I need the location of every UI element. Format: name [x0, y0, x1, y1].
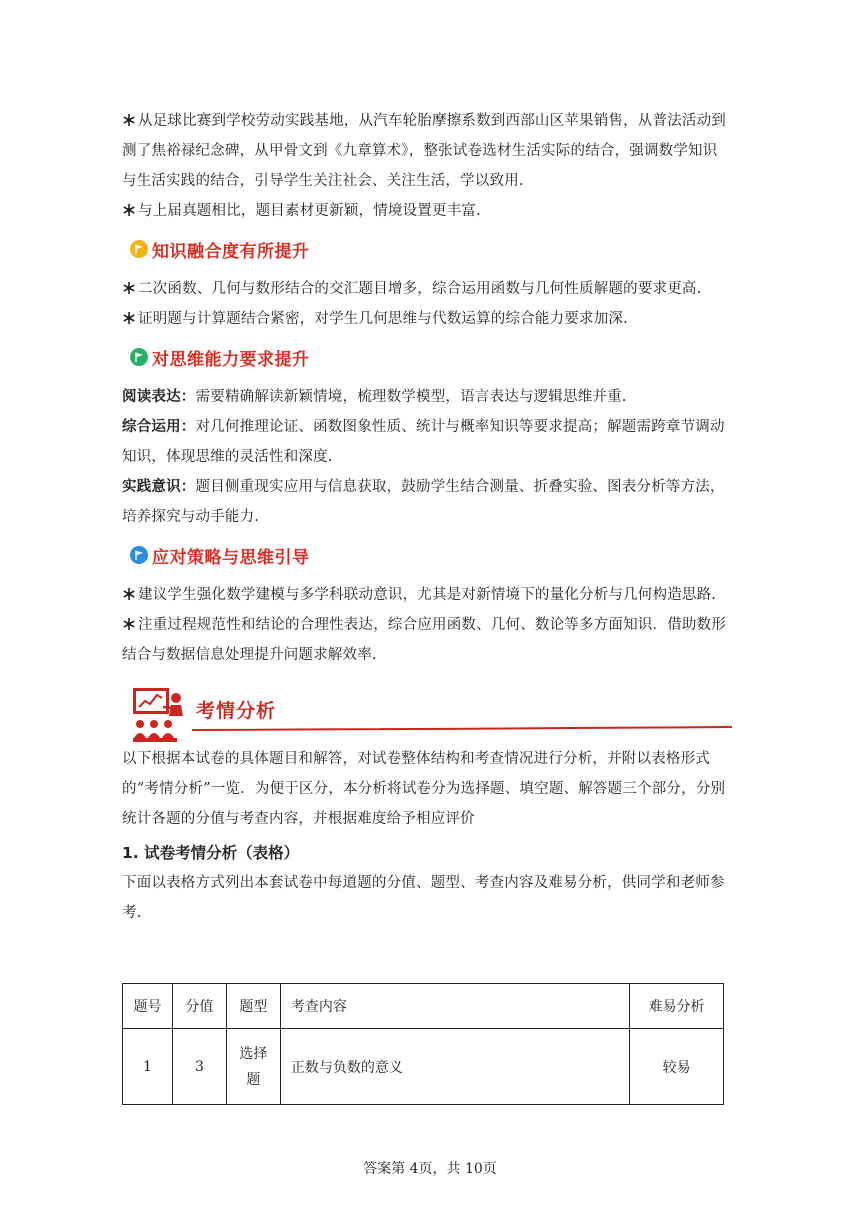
table-cell: 选择题 — [226, 1029, 280, 1105]
snowflake-bullet-icon — [122, 617, 136, 631]
snowflake-bullet-icon — [122, 311, 136, 325]
section-title: 考情分析 — [196, 700, 277, 722]
table-row — [123, 1029, 724, 1105]
header-cell: 分值 — [172, 984, 226, 1029]
flag-icon — [130, 546, 148, 564]
paragraph: 证明题与计算题结合紧密，对学生几何思维与代数运算的综合能力要求加深. — [122, 304, 732, 334]
paragraph: 注重过程规范性和结论的合理性表达，综合应用函数、几何、数论等多方面知识．借助数形结合与数据信息处理提升问题求解效率. — [122, 617, 726, 663]
paragraph: 阅读表达：需要精确解读新颖情境，梳理数学模型，语言表达与逻辑思维并重. — [122, 388, 627, 405]
heading-strategy: 应对策略与思维引导 — [130, 540, 732, 570]
header-cell: 题型 — [226, 984, 280, 1029]
snowflake-bullet-icon — [122, 203, 136, 217]
table-cell: 3 — [172, 1029, 226, 1105]
heading-thinking: 对思维能力要求提升 — [130, 342, 732, 372]
page-content — [122, 106, 732, 928]
header-cell: 难易分析 — [630, 984, 724, 1029]
table-header-row — [123, 984, 724, 1029]
flag-icon — [130, 348, 148, 366]
section-divider — [192, 726, 732, 731]
flag-icon — [130, 240, 148, 258]
paragraph: 二次函数、几何与数形结合的交汇题目增多，综合运用函数与几何性质解题的要求更高. — [122, 274, 732, 304]
presentation-icon — [130, 684, 190, 744]
heading-knowledge: 知识融合度有所提升 — [130, 234, 732, 264]
paragraph: 综合运用：对几何推理论证、函数图象性质、统计与概率知识等要求提高；解题需跨章节调动知识，体现思维的灵活性和深度. — [122, 418, 725, 465]
header-cell: 题号 — [123, 984, 173, 1029]
table-cell: 正数与负数的意义 — [280, 1029, 629, 1105]
header-cell: 考查内容 — [280, 984, 629, 1029]
paragraph: 从足球比赛到学校劳动实践基地，从汽车轮胎摩擦系数到西部山区苹果销售，从普法活动到测了焦裕禄纪念碑，从甲骨文到《九章算术》，整张试卷选材生活实际的结合，强调数学知识与生活实践的结合，引导学生关注社会、关注生活，学以致用. — [122, 113, 726, 189]
section-banner — [130, 684, 732, 748]
table-cell: 较易 — [630, 1029, 724, 1105]
paragraph: 与上届真题相比，题目素材更新颖，情境设置更丰富. — [122, 196, 732, 226]
paragraph: 建议学生强化数学建模与多学科联动意识，尤其是对新情境下的量化分析与几何构造思路. — [122, 580, 732, 610]
sub-heading: 1. 试卷考情分析（表格） — [122, 844, 300, 862]
table-cell: 1 — [123, 1029, 173, 1105]
snowflake-bullet-icon — [122, 281, 136, 295]
snowflake-bullet-icon — [122, 113, 136, 127]
snowflake-bullet-icon — [122, 587, 136, 601]
page-footer: 答案第 4页，共 10页 — [363, 1161, 497, 1177]
section-intro: 以下根据本试卷的具体题目和解答，对试卷整体结构和考查情况进行分析，并附以表格形式的“考情分析”一览．为便于区分，本分析将试卷分为选择题、填空题、解答题三个部分，分别统计各题的分值与考查内容，并根据难度给予相应评价 — [122, 751, 726, 827]
sub-text: 下面以表格方式列出本套试卷中每道题的分值、题型、考查内容及难易分析，供同学和老师参考. — [122, 875, 725, 921]
analysis-table — [122, 983, 724, 1105]
paragraph: 实践意识：题目侧重现实应用与信息获取，鼓励学生结合测量、折叠实验、图表分析等方法，培养探究与动手能力. — [122, 478, 725, 525]
